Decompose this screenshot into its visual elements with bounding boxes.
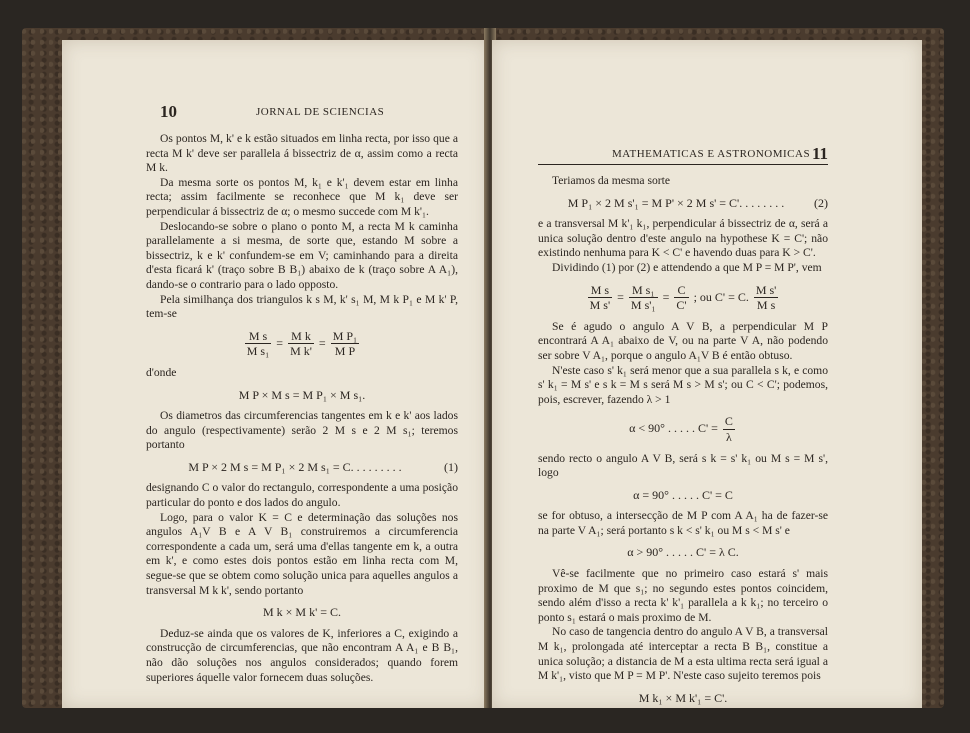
left-body: [146, 132, 458, 685]
paragraph: Logo, para o valor K = C e determinação das soluções nos angulos A₁V B e A V B₁ construiremos a circumferencia correspondente a cada um, será uma d'ellas tangente em k, a outra em k', e como estes dois pontos estão em linha recta com M, segue-se que se obtem como solução unica para aquelles angulos a transversal M k k', sendo portanto: [146, 510, 458, 597]
equation-2-body: M P₁ × 2 M s'₁ = M P' × 2 M s' = C'. . . . . . . .: [567, 195, 785, 210]
equation-2: [538, 196, 828, 211]
left-running-header: JORNAL DE SCIENCIAS: [256, 106, 385, 118]
left-page-number: 10: [160, 102, 177, 121]
case-acute-equation: α < 90° . . . . . C' = $\frac{C}{\lambda}$: [629, 414, 733, 444]
case-right-equation: α = 90° . . . . . C' = C: [633, 487, 733, 502]
paragraph: Os diametros das circumferencias tangentes em k e k' aos lados do angulo (respectivamente) serão 2 M s e 2 M s₁; teremos portanto: [146, 409, 458, 452]
dondé-label: d'onde: [146, 365, 177, 379]
paragraph: Deslocando-se sobre o plano o ponto M, a recta M k caminha parallelamente a si mesma, de sorte que, estando M sobre a bissectriz, k e k' confundem-se em V; caminhando para a direita d'esta ficará k' (traço sobre B B₁) abaixo de k (traço sobre A A₁), dando-se o contrario para o lado opposto.: [146, 219, 458, 291]
equation-2-number: (2): [814, 195, 828, 210]
paragraph: Da mesma sorte os pontos M, k₁ e k'₁ devem estar em linha recta; assim facilmente se reconhece que M k₁ deve ser perpendicular á bissectriz de α; o mesmo succede com M k'₁.: [146, 175, 458, 218]
paragraph: Pela similhança dos triangulos k s M, k' s₁ M, M k P₁ e M k' P, tem-se: [146, 292, 458, 321]
paragraph: N'este caso s' k₁ será menor que a sua parallela s k, e como s' k₁ = M s' e s k = M s será M s > M s'; ou C < C'; podemos, pois, escrever, fazendo λ > 1: [538, 363, 828, 406]
paragraph: Teriamos da mesma sorte: [552, 174, 670, 187]
paragraph: e a transversal M k'₁ k₁, perpendicular á bissectriz de α, será a unica solução dentro d'este angulo na hypothese K = C'; não existindo nenhuma para K < C' e havendo duas para K > C'.: [538, 217, 828, 260]
equation-1-number: (1): [444, 459, 458, 474]
similarity-equation: $\frac{\text{M s}}{\text{M s₁}}$ = $\frac{\text{M k}}{\text{M k'}}$ = $\frac{\text{M P₁}}{\text{M P}}$: [246, 328, 358, 359]
paragraph: Vê-se facilmente que no primeiro caso estará s' mais proximo de M que s₁; no segundo estes pontos coincidem, sendo além d'isso a recta k' k'₁ parallela a k k₁; no terceiro o ponto s₁ estará o mais proximo de M.: [538, 567, 828, 624]
paragraph: No caso de tangencia dentro do angulo A V B, a transversal M k₁, prolongada até interceptar a recta B B₁, constitue a unica solução; a distancia de M a esta ultima recta será igual a M k'₁, visto que M P = M P'. N'este caso sujeito teremos pois: [538, 625, 828, 683]
equation-transversal: M k × M k' = C.: [262, 605, 342, 620]
paragraph: Os pontos M, k' e k estão situados em linha recta, por isso que a recta M k' deve ser parallela á bissectriz de α, assim como a recta M k.: [146, 132, 458, 175]
paragraph: Se é agudo o angulo A V B, a perpendicular M P encontrará A A₁ abaixo de V, ou na parte V A, não podendo ser sobre V A₁, porque o angulo A₁V B é então obtuso.: [538, 319, 828, 362]
header-rule: [538, 164, 828, 165]
paragraph: Dividindo (1) por (2) e attendendo a que M P = M P', vem: [552, 260, 822, 274]
paragraph: Deduz-se ainda que os valores de K, inferiores a C, exigindo a construcção de circumferencias, que não encontram A A₁ e B B₁, não dão soluções nos angulos considerados; quando forem superiores áquelle valor fornecem duas soluções.: [146, 626, 458, 684]
paragraph: designando C o valor do rectangulo, correspondente a uma posição particular do ponto e dos lados do angulo.: [146, 481, 458, 510]
tangency-equation: M k₁ × M k'₁ = C'.: [638, 690, 728, 705]
paragraph: sendo recto o angulo A V B, será s k = s' k₁ ou M s = M s', logo: [538, 451, 828, 480]
case-obtuse-equation: α > 90° . . . . . C' = λ C.: [627, 545, 739, 560]
right-page-number: 11: [812, 144, 829, 163]
right-body: [538, 174, 828, 708]
equation-1-body: M P × 2 M s = M P₁ × 2 M s₁ = C. . . . . . . . .: [188, 459, 402, 474]
left-page: [62, 40, 489, 708]
equation-1: [146, 460, 458, 475]
ratio-equation: $\frac{\text{M s}}{\text{M s'}}$ = $\frac{\text{M s₁}}{\text{M s'₁}}$ = $\frac{C}{C'}$ ; ou C' = C. $\frac{\text{M s'}}{\text{M s}}$: [589, 282, 777, 313]
paragraph: se for obtuso, a intersecção de M P com A A₁ ha de fazer-se na parte V A₁; será portanto s k < s' k₁ ou M s < M s' e: [538, 509, 828, 537]
right-page: [492, 40, 922, 708]
right-running-header: MATHEMATICAS E ASTRONOMICAS: [612, 148, 811, 160]
equation-product: M P × M s = M P₁ × M s₁.: [238, 387, 366, 402]
